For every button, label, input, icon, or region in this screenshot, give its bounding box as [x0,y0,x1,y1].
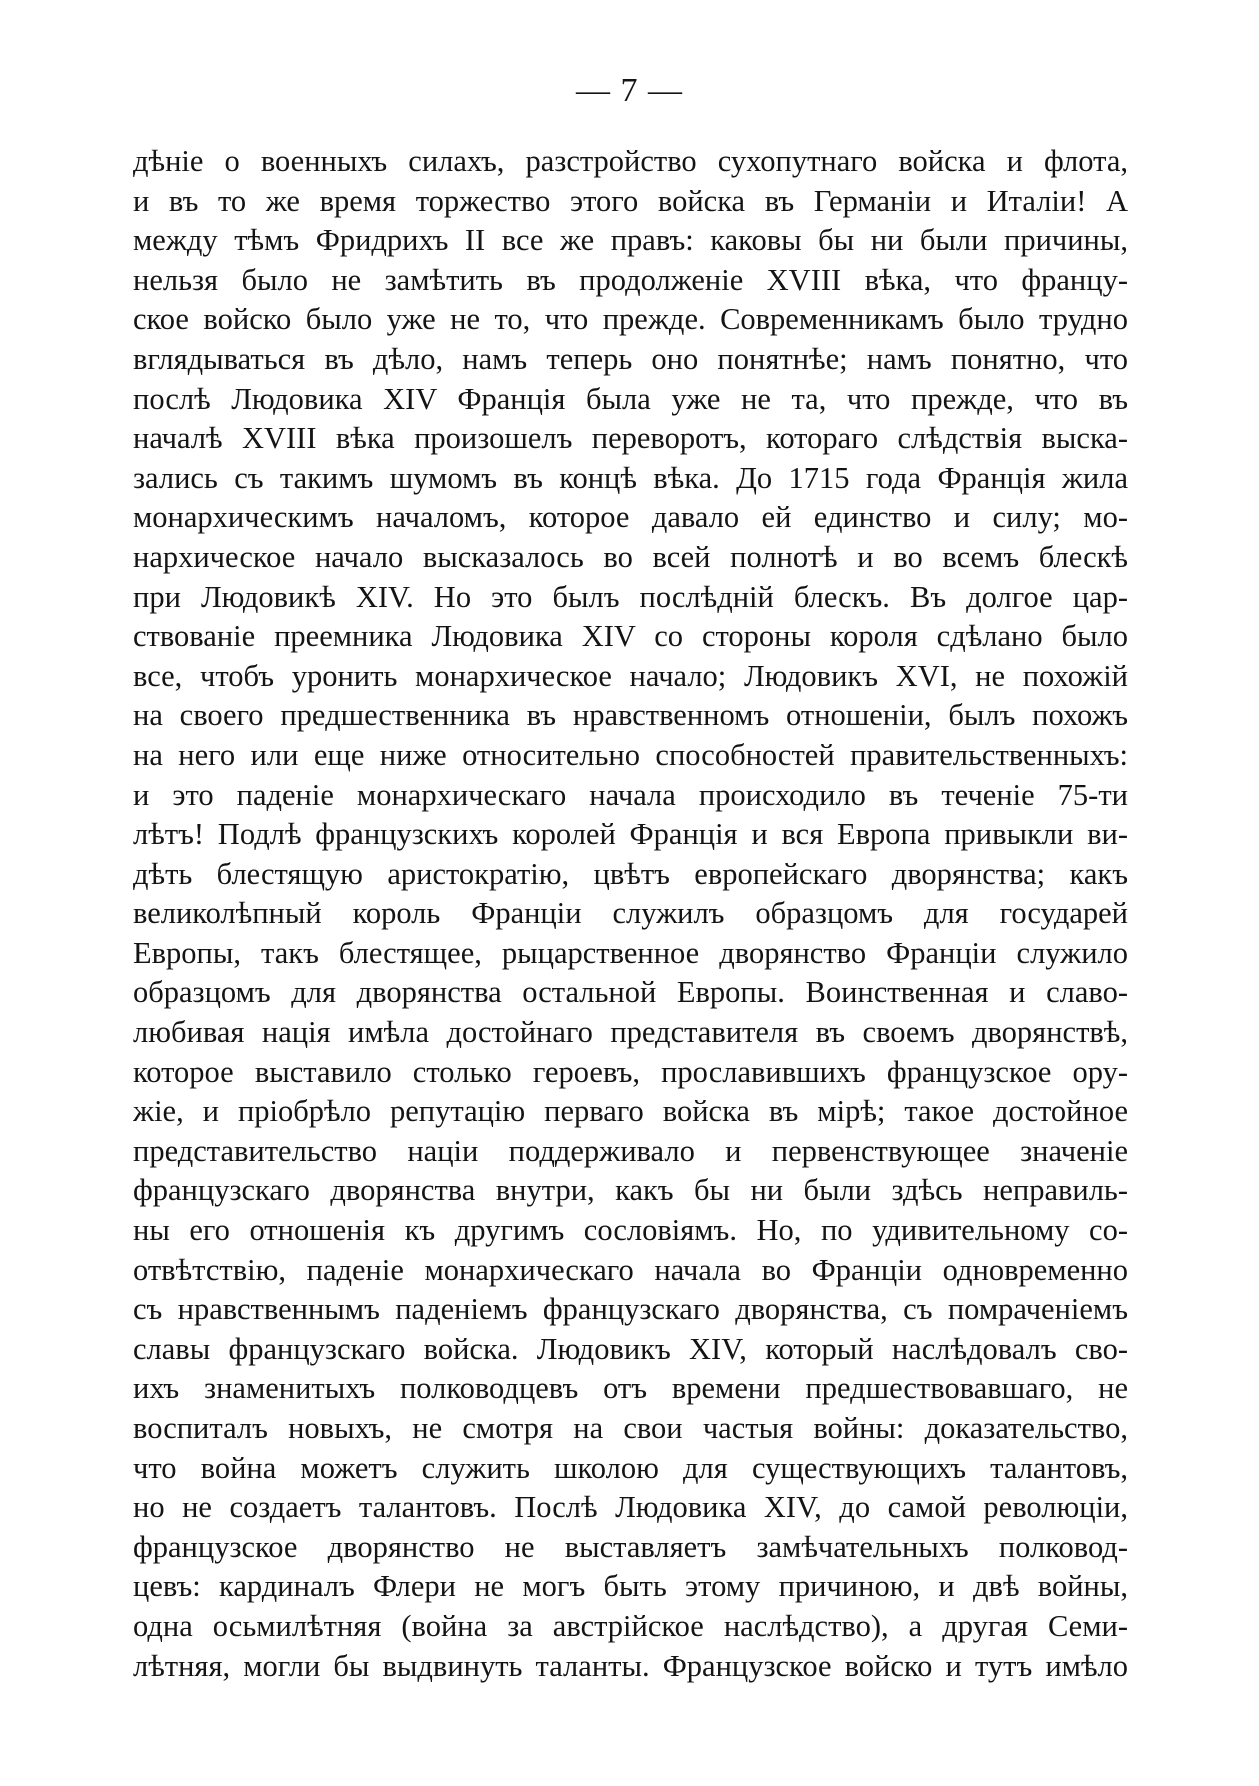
text-line: монархическимъ началомъ, которое давало ей единство и силу; мо- [133,500,1128,535]
text-line: жіе, и пріобрѣло репутацію перваго войска въ мірѣ; такое достойное [133,1094,1128,1129]
text-line: зались съ такимъ шумомъ въ концѣ вѣка. До 1715 года Франція жила [133,460,1128,495]
text-line: на своего предшественника въ нравственномъ отношеніи, былъ похожъ [133,698,1128,733]
text-line: на него или еще ниже относительно способностей правительственныхъ: [133,737,1128,772]
text-line: при Людовикѣ XIV. Но это былъ послѣдній блескъ. Въ долгое цар- [133,579,1128,614]
text-line: одна осьмилѣтняя (война за австрійское наслѣдство), а другая Семи- [133,1608,1128,1643]
text-line: великолѣпный король Франціи служилъ образцомъ для государей [133,896,1128,931]
text-line: французское дворянство не выставляетъ замѣчательныхъ полковод- [133,1529,1128,1564]
text-line: которое выставило столько героевъ, прославившихъ французское ору- [133,1054,1128,1089]
text-line: между тѣмъ Фридрихъ II все же правъ: каковы бы ни были причины, [133,223,1128,258]
text-line: все, чтобъ уронить монархическое начало; Людовикъ XVI, не похожій [133,658,1128,693]
text-line: нархическое начало высказалось во всей полнотѣ и во всемъ блескѣ [133,539,1128,574]
text-line: и въ то же время торжество этого войска въ Германіи и Италіи! А [133,183,1128,218]
text-line: ихъ знаменитыхъ полководцевъ отъ времени предшествовавшаго, не [133,1371,1128,1406]
text-line: дѣть блестящую аристократію, цвѣтъ европейскаго дворянства; какъ [133,856,1128,891]
text-line: цевъ: кардиналъ Флери не могъ быть этому причиною, и двѣ войны, [133,1569,1128,1604]
text-line: лѣтняя, могли бы выдвинуть таланты. Французское войско и тутъ имѣло [133,1648,1128,1683]
page-number: — 7 — [576,72,683,109]
text-line: послѣ Людовика XIV Франція была уже не та, что прежде, что въ [133,381,1128,416]
text-line: отвѣтствію, паденіе монархическаго начала во Франціи одновременно [133,1252,1128,1287]
text-line: но не создаетъ талантовъ. Послѣ Людовика XIV, до самой революціи, [133,1490,1128,1525]
text-line: Европы, такъ блестящее, рыцарственное дворянство Франціи служило [133,935,1128,970]
text-line: что война можетъ служить школою для существующихъ талантовъ, [133,1450,1128,1485]
text-line: нельзя было не замѣтить въ продолженіе XVIII вѣка, что францу- [133,262,1128,297]
text-line: любивая нація имѣла достойнаго представителя въ своемъ дворянствѣ, [133,1015,1128,1050]
text-line: началѣ XVIII вѣка произошелъ переворотъ, котораго слѣдствія выска- [133,421,1128,456]
text-line: и это паденіе монархическаго начала происходило въ теченіе 75-ти [133,777,1128,812]
text-line: представительство націи поддерживало и первенствующее значеніе [133,1133,1128,1168]
text-line: лѣтъ! Подлѣ французскихъ королей Франція и вся Европа привыкли ви- [133,817,1128,852]
text-line: славы французскаго войска. Людовикъ XIV, который наслѣдовалъ сво- [133,1331,1128,1366]
text-line: съ нравственнымъ паденіемъ французскаго дворянства, съ помраченіемъ [133,1292,1128,1327]
text-line: французскаго дворянства внутри, какъ бы ни были здѣсь неправиль- [133,1173,1128,1208]
text-line: ны его отношенія къ другимъ сословіямъ. Но, по удивительному со- [133,1213,1128,1248]
text-line: дѣніе о военныхъ силахъ, разстройство сухопутнаго войска и флота, [133,144,1128,178]
body-text [133,142,1128,1686]
text-line: ствованіе преемника Людовика XIV со стороны короля сдѣлано было [133,619,1128,654]
text-line: ское войско было уже не то, что прежде. Современникамъ было трудно [133,302,1128,337]
text-line: вглядываться въ дѣло, намъ теперь оно понятнѣе; намъ понятно, что [133,341,1128,376]
text-line: воспиталъ новыхъ, не смотря на свои частыя войны: доказательство, [133,1411,1128,1445]
text-line: образцомъ для дворянства остальной Европы. Воинственная и славо- [133,975,1128,1010]
